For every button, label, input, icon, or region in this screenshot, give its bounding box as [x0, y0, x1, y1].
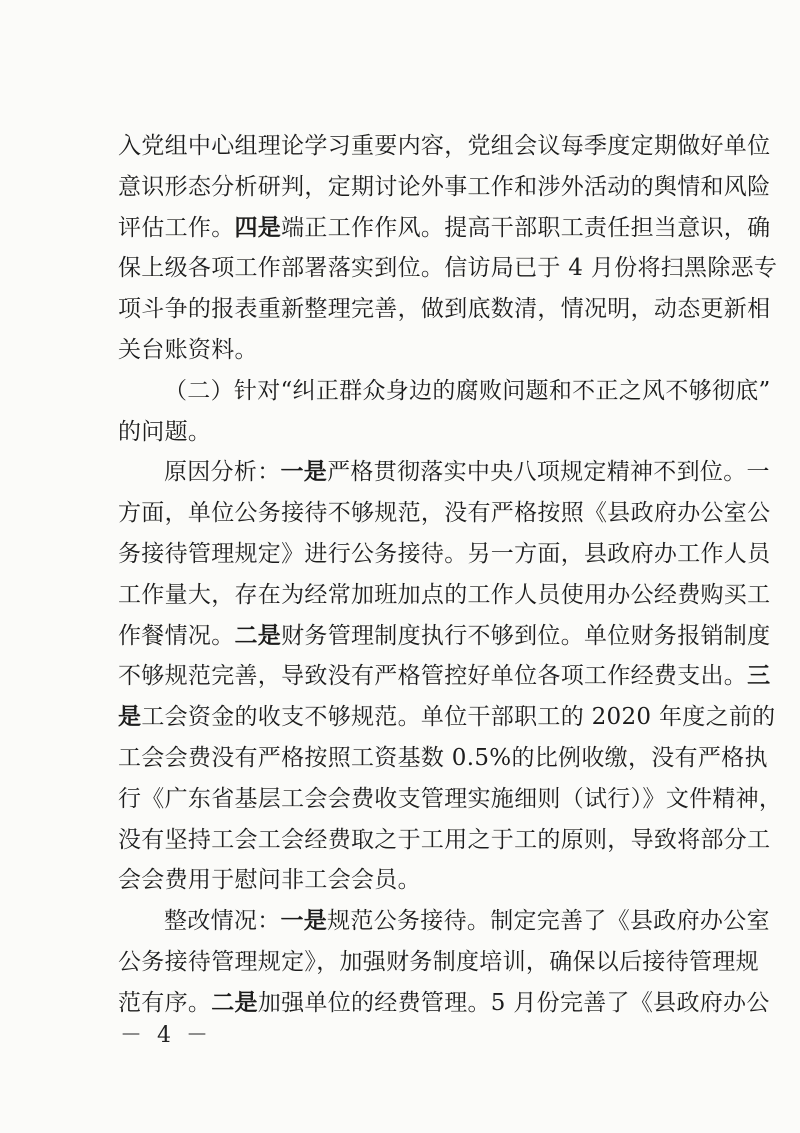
page-number: － 4 － — [120, 1023, 212, 1048]
text-run: 财务管理制度执行不够到位。单位财务报销制度 — [281, 622, 771, 649]
text-line — [118, 942, 759, 983]
text-run: 工作量大，存在为经常加班加点的工作人员使用办公经费购买工 — [118, 581, 771, 608]
text-run: 作餐情况。 — [118, 622, 235, 649]
paragraph — [118, 452, 783, 901]
text-run: 项斗争的报表重新整理完善，做到底数清，情况明，动态更新相 — [118, 296, 771, 323]
text-run: 关台账资料。 — [118, 336, 258, 363]
text-line — [118, 656, 771, 697]
text-run: 严格贯彻落实中央八项规定精神不到位。一 — [327, 459, 770, 486]
text-line — [118, 534, 771, 575]
text-line — [118, 167, 771, 208]
text-run: 不够规范完善，导致没有严格管控好单位各项工作经费支出。 — [118, 663, 748, 690]
paragraph — [118, 901, 770, 1023]
text-run: 保上级各项工作部署落实到位。信访局已于 4 月份将扫黑除恶专 — [118, 255, 778, 282]
text-line — [118, 779, 783, 820]
text-run: 规范公务接待。制定完善了《县政府办公室 — [327, 908, 770, 935]
text-run: 的问题。 — [118, 418, 212, 445]
text-run: 端正工作作风。提高干部职工责任担当意识，确 — [281, 214, 771, 241]
emphasis-text: 是 — [118, 703, 142, 731]
emphasis-text: 二是 — [234, 621, 282, 649]
emphasis-text: 二是 — [211, 988, 258, 1016]
text-line — [118, 697, 776, 738]
emphasis-text: 三 — [747, 662, 771, 690]
text-run: 务接待管理规定》进行公务接待。另一方面，县政府办工作人员 — [118, 540, 771, 567]
text-line — [118, 330, 730, 371]
text-line — [118, 738, 768, 779]
text-run: 评估工作。 — [118, 214, 235, 241]
text-line — [118, 860, 730, 901]
body-text — [118, 126, 783, 1024]
text-run: 会会费用于慰问非工会会员。 — [118, 867, 421, 894]
text-line — [118, 901, 770, 942]
text-run: 加强单位的经费管理。5 月份完善了《县政府办公 — [257, 989, 770, 1016]
text-line — [118, 126, 771, 167]
text-line — [118, 289, 771, 330]
text-line — [118, 493, 771, 534]
text-run: 范有序。 — [118, 989, 212, 1016]
text-run: 意识形态分析研判，定期讨论外事工作和涉外活动的舆情和风险 — [118, 173, 771, 200]
paragraph — [118, 371, 771, 453]
text-run: （二）针对“纠正群众身边的腐败问题和不正之风不够彻底” — [164, 377, 771, 404]
text-run: 行《广东省基层工会会费收支管理实施细则（试行）》文件精神， — [118, 785, 783, 812]
text-line — [118, 616, 771, 657]
text-run: 工会会费没有严格按照工资基数 0.5%的比例收缴，没有严格执 — [118, 744, 768, 771]
paragraph — [118, 126, 778, 371]
text-run: 原因分析： — [164, 459, 281, 486]
text-line — [118, 820, 771, 861]
text-run: 整改情况： — [164, 908, 281, 935]
text-line — [118, 371, 771, 412]
text-run: 入党组中心组理论学习重要内容，党组会议每季度定期做好单位 — [118, 133, 771, 159]
emphasis-text: 一是 — [280, 907, 328, 935]
emphasis-text: 四是 — [234, 213, 282, 241]
text-line — [118, 412, 730, 453]
text-line — [118, 575, 771, 616]
emphasis-text: 一是 — [280, 458, 328, 486]
text-line — [118, 208, 771, 249]
text-run: 工会资金的收支不够规范。单位干部职工的 2020 年度之前的 — [141, 704, 776, 731]
text-line — [118, 452, 770, 493]
text-line — [118, 248, 778, 289]
text-run: 没有坚持工会工会经费取之于工用之于工的原则，导致将部分工 — [118, 826, 771, 853]
text-run: 方面，单位公务接待不够规范，没有严格按照《县政府办公室公 — [118, 500, 771, 527]
text-run: 公务接待管理规定》，加强财务制度培训，确保以后接待管理规 — [118, 948, 759, 975]
